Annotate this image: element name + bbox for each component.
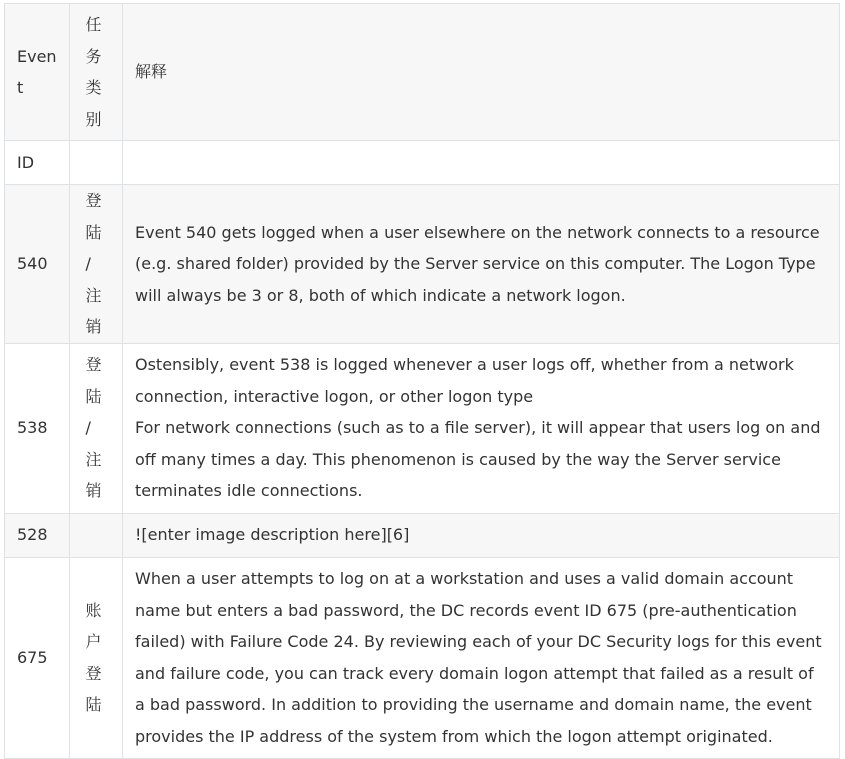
subheader-event: ID [5, 141, 70, 185]
event-id-cell: 675 [5, 557, 70, 758]
category-cell: 账户登陆 [85, 600, 102, 714]
description-text: Event 540 gets logged when a user elsewhere on the network connects to a resource (e.g. shared folder) provided by the Server service on this computer. The Logon Type will always be 3 or 8, both of which indicate a network logon. [135, 222, 820, 305]
event-table [4, 3, 840, 759]
header-event: Event [5, 4, 70, 141]
event-id-cell: 528 [5, 513, 70, 557]
table-row [5, 557, 840, 758]
description-cell [123, 513, 840, 557]
table-row [5, 343, 840, 513]
description-text: ![enter image description here][6] [135, 525, 410, 545]
header-explanation: 解释 [123, 4, 840, 141]
description-text: When a user attempts to log on at a workstation and uses a valid domain account name but enters a bad password, the DC records event ID 675 (pre-authentication failed) with Failure Code 24. By reviewing each of your DC Security logs for this event and failure code, you can track every domain logon attempt that failed as a result of a bad password. In addition to providing the username and domain name, the event provides the IP address of the system from which the logon attempt originated. [135, 569, 822, 746]
category-cell: 登陆/注销 [85, 355, 102, 501]
category-cell: 登陆/注销 [85, 191, 102, 336]
description-text: For network connections (such as to a file server), it will appear that users log on and off many times a day. This phenomenon is caused by the way the Server service terminates idle connections. [135, 418, 821, 501]
description-cell [123, 557, 840, 758]
table-row [5, 513, 840, 557]
header-category: 任务类别 [85, 15, 102, 129]
subheader-explanation [123, 141, 840, 185]
description-text: Ostensibly, event 538 is logged whenever a user logs off, whether from a network connection, interactive logon, or other logon type [135, 355, 794, 406]
description-cell [123, 185, 840, 344]
description-cell [123, 343, 840, 513]
subheader-row [5, 141, 840, 185]
event-id-cell: 540 [5, 185, 70, 344]
header-row [5, 4, 840, 141]
table-row [5, 185, 840, 344]
event-id-cell: 538 [5, 343, 70, 513]
